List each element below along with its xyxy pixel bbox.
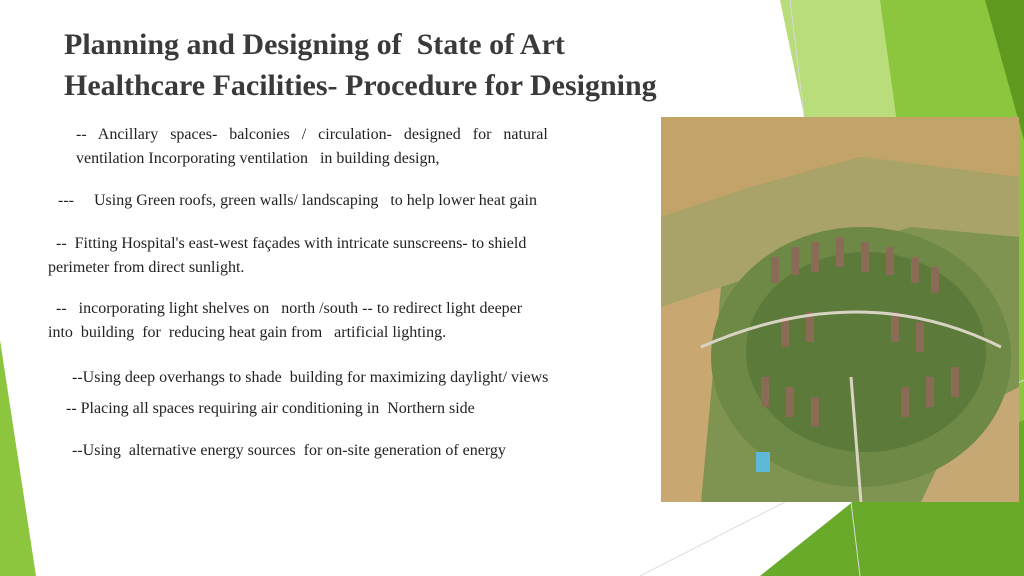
bullet-line: -- Ancillary spaces- balconies / circulation- designed for natural [76, 126, 548, 143]
left-green-triangle [0, 340, 36, 576]
aerial-hospital-campus-photo [661, 117, 1019, 502]
bullet-sunscreens [48, 232, 640, 280]
title-line-1: Planning and Designing of State of Art [64, 28, 565, 61]
bullet-ancillary-spaces [76, 123, 640, 171]
bullet-green-roofs: --- Using Green roofs, green walls/ landscaping to help lower heat gain [58, 192, 537, 209]
bullet-air-conditioning: -- Placing all spaces requiring air conditioning in Northern side [66, 400, 475, 417]
bullet-line: -- incorporating light shelves on north /south -- to redirect light deeper [48, 300, 523, 317]
bullet-line: -- Fitting Hospital's east-west façades with intricate sunscreens- to shield [48, 235, 527, 252]
slide-title [64, 24, 784, 106]
title-line-2: Healthcare Facilities- Procedure for Designing [64, 69, 657, 102]
bullet-light-shelves [48, 297, 640, 345]
bullet-alternative-energy: --Using alternative energy sources for on-site generation of energy [72, 442, 506, 459]
bullet-line: ventilation Incorporating ventilation in building design, [76, 150, 440, 167]
bullet-line: perimeter from direct sunlight. [48, 259, 245, 276]
bullet-line: into building for reducing heat gain from artificial lighting. [48, 324, 447, 341]
bullet-overhangs: --Using deep overhangs to shade building for maximizing daylight/ views [72, 369, 549, 386]
